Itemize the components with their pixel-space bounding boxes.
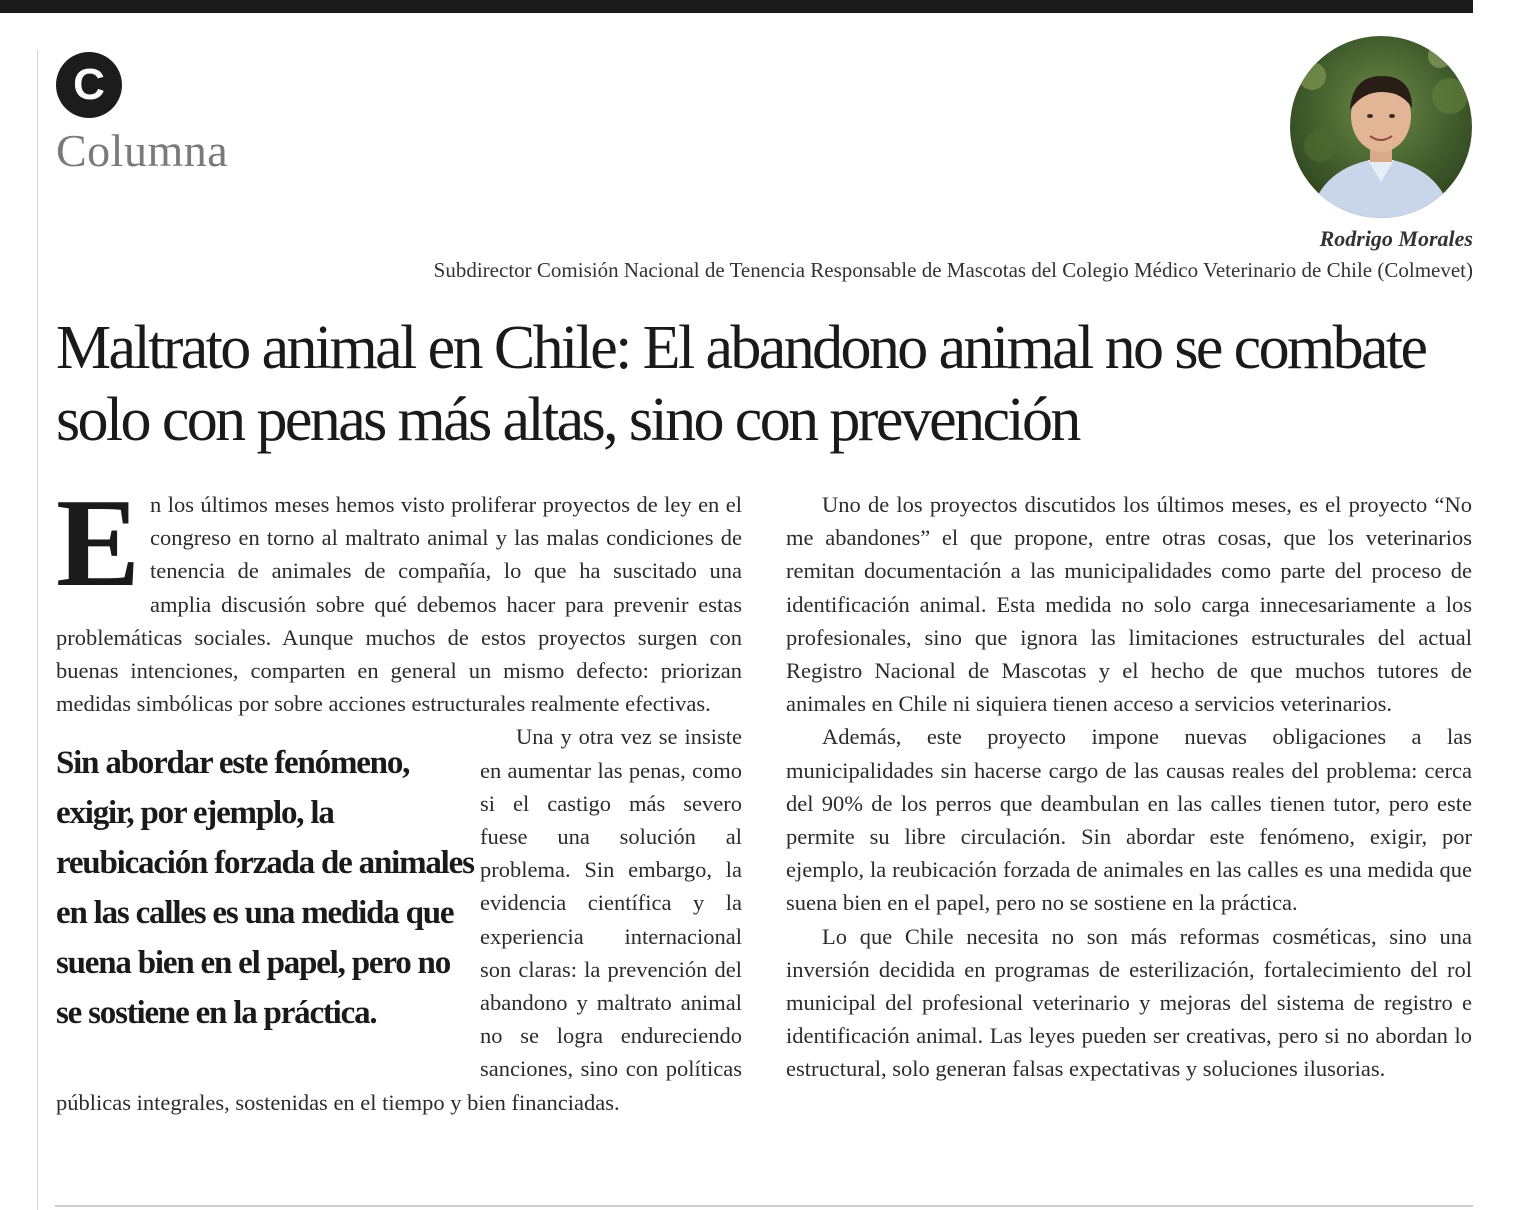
article-column-left <box>56 474 742 1119</box>
author-photo <box>1290 36 1472 218</box>
article-paragraph-3: Uno de los proyectos discutidos los últimos meses, es el proyecto “No me abandones” el que propone, entre otras cosas, que los veterinarios remitan documentación a las municipalidades como parte del proceso de identificación animal. Esta medida no solo carga innecesariamente a los profesionales, sino que ignora las limitaciones estructurales del actual Registro Nacional de Mascotas y el hecho de que muchos tutores de animales en Chile ni siquiera tienen acceso a servicios veterinarios. <box>786 492 1472 717</box>
article-paragraph-5: Lo que Chile necesita no son más reformas cosméticas, sino una inversión decidida en programas de esterilización, fortalecimiento del rol municipal del profesional veterinario y mejoras del sistema de registro e identificación animal. Las leyes pueden ser creativas, pero si no abordan lo estructural, solo generan falsas expectativas y soluciones ilusorias. <box>786 923 1472 1082</box>
article-column-right <box>786 488 1472 1086</box>
article-paragraph-2: Una y otra vez se insiste en aumentar las penas, como si el castigo más severo fuese una solución al problema. Sin embargo, la evidencia científica y la experiencia internacional son claras: la prevención del abandono y maltrato animal no se logra endureciendo sanciones, sino con políticas públicas integrales, sostenidas en el tiempo y bien financiadas. <box>56 724 742 1115</box>
article-paragraph-1 <box>56 474 742 720</box>
drop-cap: E <box>56 474 141 613</box>
author-role: Subdirector Comisión Nacional de Tenencia Responsable de Mascotas del Colegio Médico Veterinario de Chile (Colmevet) <box>433 258 1473 282</box>
author-name: Rodrigo Morales <box>1319 226 1473 251</box>
left-rule <box>37 50 38 1210</box>
bottom-rule <box>55 1205 1473 1207</box>
pull-quote: Sin abordar este fenómeno, exigir, por ejemplo, la reubicación forzada de animales en las calles es una medida que suena bien en el papel, pero no se sostiene en la práctica. <box>56 745 474 1032</box>
article-paragraph-4: Además, este proyecto impone nuevas obligaciones a las municipalidades sin hacerse cargo de las causas reales del problema: cerca del 90% de los perros que deambulan en las calles tienen tutor, pero este permite su libre circulación. Sin abordar este fenómeno, exigir, por ejemplo, la reubicación forzada de animales en las calles es una medida que suena bien en el papel, pero no se sostiene en la práctica. <box>786 724 1472 916</box>
section-logo-letter: C <box>73 60 105 109</box>
section-label: Columna <box>56 125 229 176</box>
top-rule <box>0 0 1473 13</box>
author-portrait-image <box>1290 36 1472 218</box>
headline: Maltrato animal en Chile: El abandono animal no se combate solo con penas más altas, sino con prevención <box>56 314 1426 454</box>
article-paragraph-1-text: n los últimos meses hemos visto proliferar proyectos de ley en el congreso en torno al maltrato animal y las malas condiciones de tenencia de animales de compañía, lo que ha suscitado una amplia discusión sobre qué debemos hacer para prevenir estas problemáticas sociales. Aunque muchos de estos proyectos surgen con buenas intenciones, comparten en general un mismo defecto: priorizan medidas simbólicas por sobre acciones estructurales realmente efectivas. <box>56 492 742 717</box>
section-logo <box>56 52 122 118</box>
